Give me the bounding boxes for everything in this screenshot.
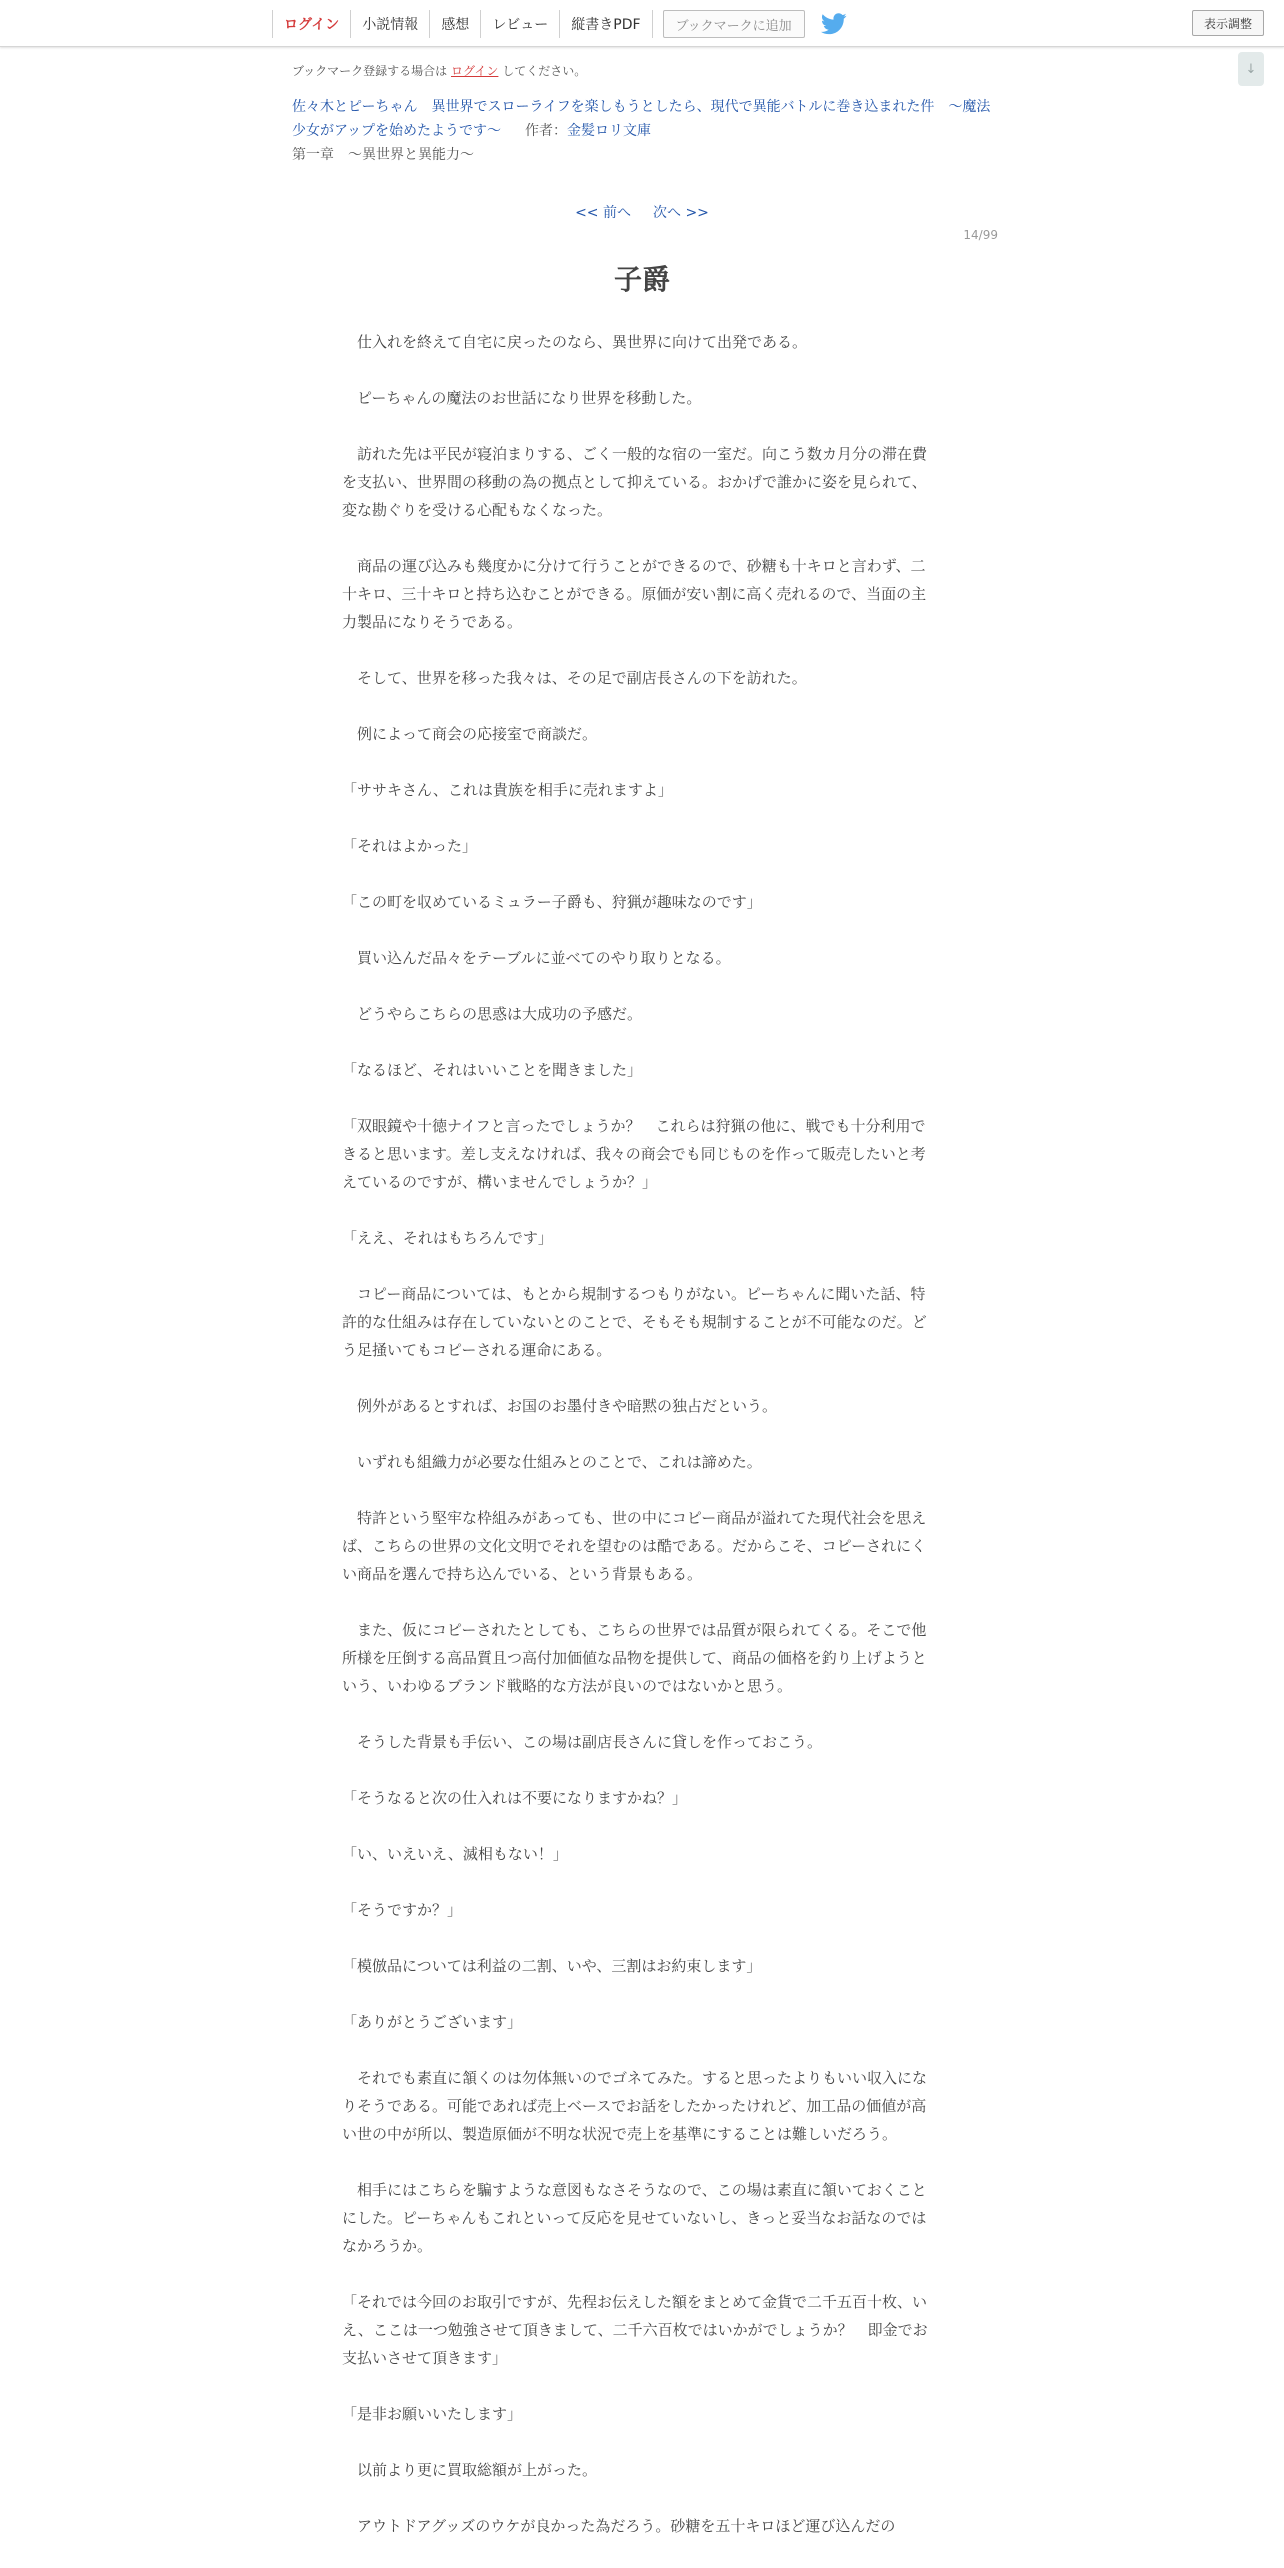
next-page-link[interactable]: 次へ >> [653,205,709,221]
paragraph: 「是非お願いいたします」 [342,2405,523,2423]
paragraph: 「ええ、それはもちろんです」 [342,1229,553,1247]
paragraph: 「なるほど、それはいいことを聞きました」 [342,1061,643,1079]
paragraph: また、仮にコピーされたとしても、こちらの世界では品質が限られてくる。そこで他所様を圧倒する高品質且つ高付加価値な品物を提供して、商品の価格を釣り上げようという、いわゆるブランド戦略的な方法が良いのではないかと思う。 [342,1621,927,1695]
paragraph: ピーちゃんの魔法のお世話になり世界を移動した。 [342,389,702,407]
paragraph: そして、世界を移った我々は、その足で副店長さんの下を訪れた。 [342,669,807,687]
nav-impressions[interactable]: 感想 [429,10,480,38]
page-count: 14/99 [963,228,998,242]
paragraph: 「そうですか？」 [342,1901,463,1919]
paragraph: アウトドアグッズのウケが良かった為だろう。砂糖を五十キロほど運び込んだの [342,2517,896,2535]
episode-title: 子爵 [613,263,670,296]
paragraph: 「それはよかった」 [342,837,478,855]
prev-page-link[interactable]: << 前へ [575,205,631,221]
paragraph: 訪れた先は平民が寝泊まりする、ごく一般的な宿の一室だ。向こう数カ月分の滞在費を支払い、世界間の移動の為の拠点として抑えている。おかげで誰かに姿を見られて、変な勘ぐりを受ける心配もなくなった。 [342,445,928,519]
display-settings-button[interactable]: 表示調整 [1192,10,1264,36]
twitter-bird-svg [821,13,847,35]
paragraph: 「そうなると次の仕入れは不要になりますかね？」 [342,1789,688,1807]
login-notice-link[interactable]: ログイン [451,64,499,78]
paragraph: 「い、いえいえ、滅相もない！」 [342,1845,568,1863]
paragraph: どうやらこちらの思惑は大成功の予感だ。 [342,1005,643,1023]
nav-vertical-pdf[interactable]: 縦書きPDF [559,10,652,38]
paragraph: 「この町を収めているミュラー子爵も、狩猟が趣味なのです」 [342,893,762,911]
novel-title-link[interactable]: 佐々木とピーちゃん 異世界でスローライフを楽しもうとしたら、現代で異能バトルに巻き込まれた件 ～魔法少女がアップを始めたようです～ [292,99,991,139]
paragraph: 例によって商会の応接室で商談だ。 [342,725,598,743]
chapter-title: 第一章 ～異世界と異能力～ [292,147,474,163]
paragraph: 以前より更に買取総額が上がった。 [342,2461,598,2479]
top-navigation-bar [0,0,1284,47]
paragraph: 例外があるとすれば、お国のお墨付きや暗黙の独占だという。 [342,1397,778,1415]
paragraph: 特許という堅牢な枠組みがあっても、世の中にコピー商品が溢れてた現代社会を思えば、こちらの世界の文化文明でそれを望むのは酷である。だからこそ、コピーされにくい商品を選んで持ち込んでいる、という背景もある。 [342,1509,927,1583]
paragraph: 相手にはこちらを騙すような意図もなさそうなので、この場は素直に頷いておくことにした。ピーちゃんもこれといって反応を見せていないし、きっと妥当なお話なのではなかろうか。 [342,2181,927,2255]
paragraph: 「双眼鏡や十徳ナイフと言ったでしょうか？ これらは狩猟の他に、戦でも十分利用できると思います。差し支えなければ、我々の商会でも同じものを作って販売したいと考えているのですが、構いませんでしょうか？」 [342,1117,926,1191]
paragraph: 「模倣品については利益の二割、いや、三割はお約束します」 [342,1957,762,1975]
add-bookmark-button[interactable]: ブックマークに追加 [663,10,805,38]
scroll-down-button[interactable]: ↓ [1238,52,1264,86]
nav-review[interactable]: レビュー [480,10,559,38]
paragraph: コピー商品については、もとから規制するつもりがない。ピーちゃんに聞いた話、特許的な仕組みは存在していないとのことで、そもそも規制することが不可能なのだ。どう足掻いてもコピーされる運命にある。 [342,1285,927,1359]
paragraph: いずれも組織力が必要な仕組みとのことで、これは諦めた。 [342,1453,762,1471]
login-notice-prefix: ブックマーク登録する場合は [292,64,448,78]
pager [0,202,1284,222]
nav-novel-info[interactable]: 小説情報 [350,10,429,38]
author-link[interactable]: 金髪ロリ文庫 [567,123,652,139]
paragraph: 買い込んだ品々をテーブルに並べてのやり取りとなる。 [342,949,731,967]
paragraph: そうした背景も手伝い、この場は副店長さんに貸しを作っておこう。 [342,1733,823,1751]
paragraph: 「ありがとうございます」 [342,2013,523,2031]
paragraph: 「それでは今回のお取引ですが、先程お伝えした額をまとめて金貨で二千五百十枚、いえ、ここは一つ勉強させて頂きまして、二千六百枚ではいかがでしょうか？ 即金でお支払いさせて頂きます」 [342,2293,928,2367]
author-label: 作者： [525,123,568,139]
paragraph: 商品の運び込みも幾度かに分けて行うことができるので、砂糖も十キロと言わず、二十キロ、三十キロと持ち込むことができる。原価が安い割に高く売れるので、当面の主力製品になりそうである。 [342,557,927,631]
nav-login[interactable]: ログイン [272,10,350,38]
login-notice [292,62,992,79]
novel-body [342,328,940,2568]
paragraph: それでも素直に頷くのは勿体無いのでゴネてみた。すると思ったよりもいい収入になりそうである。可能であれば売上ベースでお話をしたかったけれど、加工品の価値が高い世の中が所以、製造原価が不明な状況で売上を基準にすることは難しいだろう。 [342,2069,928,2143]
novel-title-line [292,95,992,143]
paragraph: 「ササキさん、これは貴族を相手に売れますよ」 [342,781,673,799]
paragraph: 仕入れを終えて自宅に戻ったのなら、異世界に向けて出発である。 [342,333,808,351]
login-notice-suffix: してください。 [502,64,587,78]
main-nav [272,10,847,38]
twitter-bird-icon[interactable] [821,13,847,35]
